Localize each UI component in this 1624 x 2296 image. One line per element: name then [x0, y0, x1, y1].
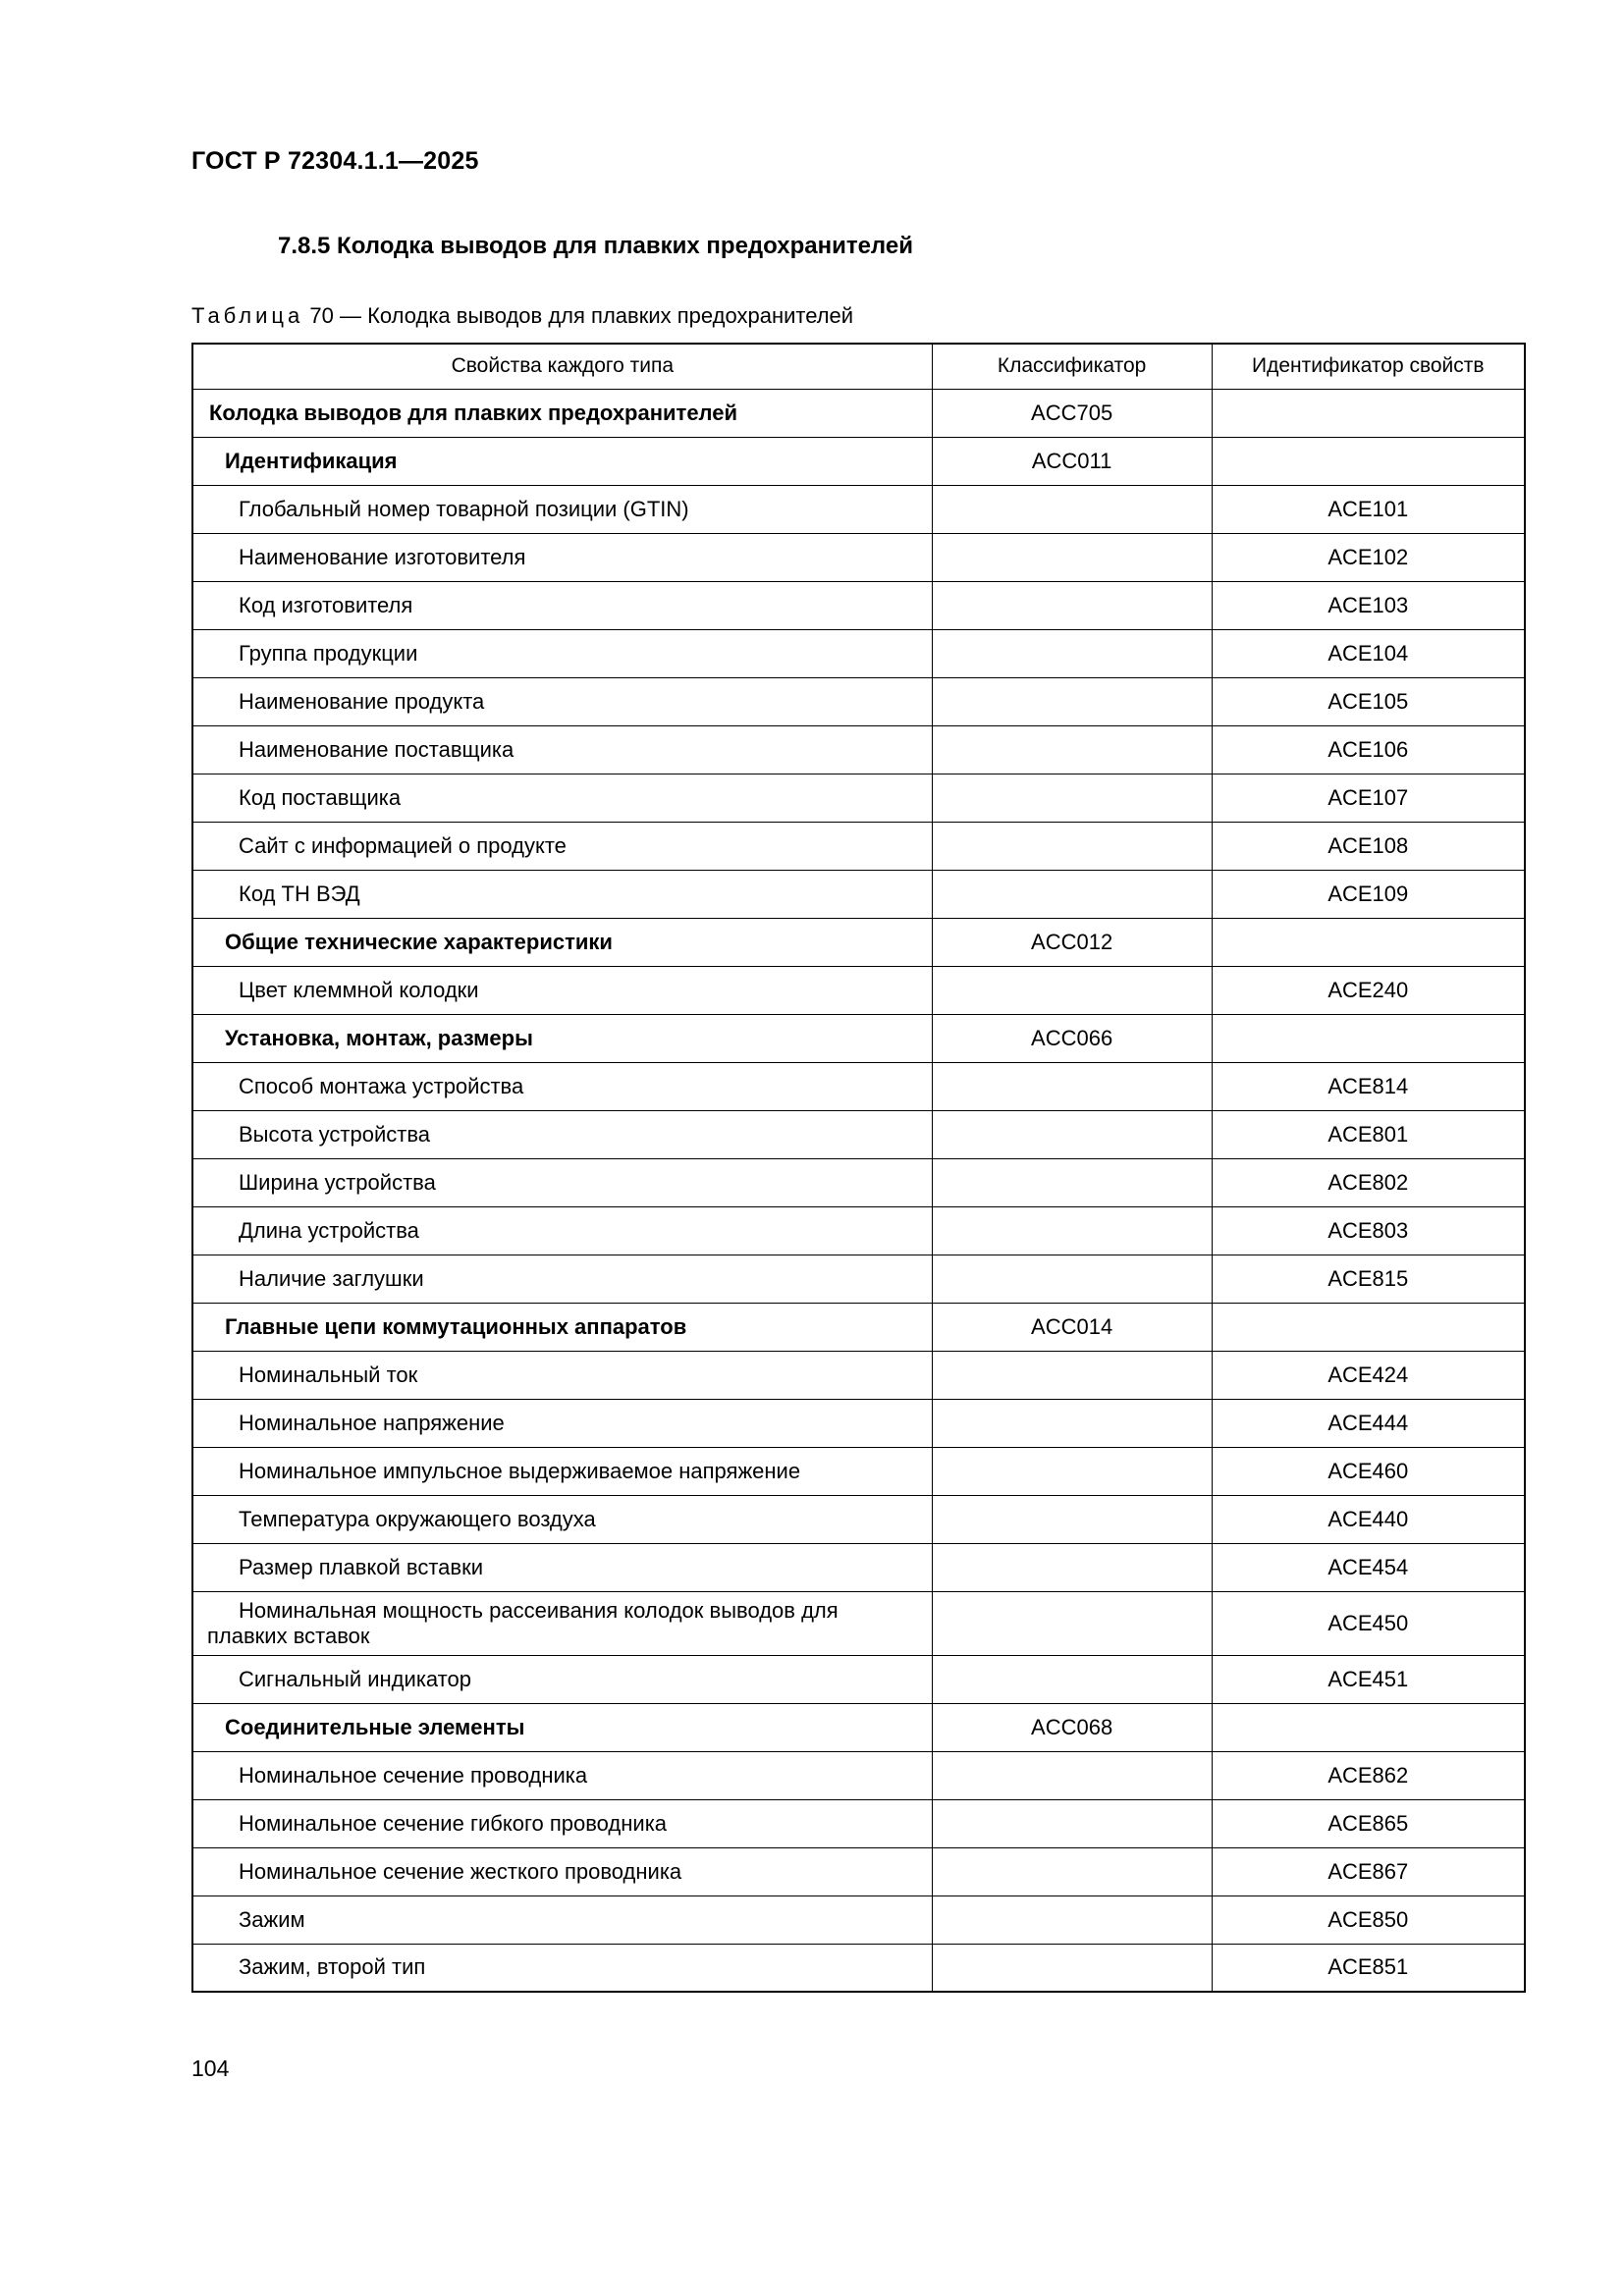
property-cell: Сигнальный индикатор: [192, 1655, 932, 1703]
classifier-cell: [932, 822, 1212, 870]
identifier-cell: ACE451: [1212, 1655, 1525, 1703]
property-cell: Наименование поставщика: [192, 725, 932, 774]
page-number: 104: [191, 2056, 230, 2081]
classifier-cell: [932, 1158, 1212, 1206]
identifier-cell: ACE105: [1212, 677, 1525, 725]
classifier-cell: [932, 1896, 1212, 1944]
property-cell: Длина устройства: [192, 1206, 932, 1255]
table-row: [192, 774, 1525, 822]
classifier-cell: [932, 870, 1212, 918]
classifier-cell: ACC012: [932, 918, 1212, 966]
identifier-cell: ACE801: [1212, 1110, 1525, 1158]
property-cell: Наименование продукта: [192, 677, 932, 725]
document-code: ГОСТ Р 72304.1.1—2025: [191, 147, 479, 175]
table-row: [192, 1351, 1525, 1399]
classifier-cell: ACC014: [932, 1303, 1212, 1351]
table-body: [192, 389, 1525, 1992]
identifier-cell: ACE850: [1212, 1896, 1525, 1944]
table-row: [192, 581, 1525, 629]
table-row: [192, 1206, 1525, 1255]
property-cell: Наименование изготовителя: [192, 533, 932, 581]
identifier-cell: ACE101: [1212, 485, 1525, 533]
table-row: [192, 389, 1525, 437]
identifier-cell: ACE803: [1212, 1206, 1525, 1255]
classifier-cell: [932, 1495, 1212, 1543]
property-cell: Номинальное сечение гибкого проводника: [192, 1799, 932, 1847]
property-cell: Номинальное сечение проводника: [192, 1751, 932, 1799]
table-row: [192, 1591, 1525, 1655]
table-header-row: [192, 344, 1525, 389]
table-row: [192, 1847, 1525, 1896]
property-cell: Сайт с информацией о продукте: [192, 822, 932, 870]
table-row: [192, 918, 1525, 966]
classifier-cell: [932, 629, 1212, 677]
classifier-cell: [932, 1255, 1212, 1303]
section-heading: 7.8.5 Колодка выводов для плавких предохранителей: [278, 233, 913, 259]
property-cell: Колодка выводов для плавких предохранителей: [192, 389, 932, 437]
identifier-cell: [1212, 1303, 1525, 1351]
identifier-cell: ACE440: [1212, 1495, 1525, 1543]
property-cell: Зажим: [192, 1896, 932, 1944]
table-row: [192, 1799, 1525, 1847]
classifier-cell: [932, 1591, 1212, 1655]
classifier-cell: [932, 1110, 1212, 1158]
property-cell: Номинальное импульсное выдерживаемое напряжение: [192, 1447, 932, 1495]
property-cell: Код ТН ВЭД: [192, 870, 932, 918]
classifier-cell: [932, 1751, 1212, 1799]
table-caption-text: 70 — Колодка выводов для плавких предохранителей: [309, 303, 854, 328]
classifier-cell: [932, 485, 1212, 533]
property-cell: Ширина устройства: [192, 1158, 932, 1206]
classifier-cell: [932, 1447, 1212, 1495]
classifier-cell: [932, 1399, 1212, 1447]
table-caption-label: Таблица: [191, 303, 304, 328]
classifier-cell: [932, 1944, 1212, 1992]
table-row: [192, 1751, 1525, 1799]
property-cell: Главные цепи коммутационных аппаратов: [192, 1303, 932, 1351]
table-row: [192, 822, 1525, 870]
classifier-cell: ACC705: [932, 389, 1212, 437]
classifier-cell: [932, 677, 1212, 725]
column-header-identifier: Идентификатор свойств: [1212, 344, 1525, 389]
identifier-cell: ACE108: [1212, 822, 1525, 870]
property-cell: Соединительные элементы: [192, 1703, 932, 1751]
table-row: [192, 1495, 1525, 1543]
classifier-cell: ACC011: [932, 437, 1212, 485]
classifier-cell: [932, 1062, 1212, 1110]
identifier-cell: ACE865: [1212, 1799, 1525, 1847]
table-row: [192, 1303, 1525, 1351]
property-cell: Идентификация: [192, 437, 932, 485]
identifier-cell: ACE867: [1212, 1847, 1525, 1896]
identifier-cell: ACE460: [1212, 1447, 1525, 1495]
table-row: [192, 1655, 1525, 1703]
classifier-cell: ACC068: [932, 1703, 1212, 1751]
identifier-cell: [1212, 1014, 1525, 1062]
table-row: [192, 1399, 1525, 1447]
identifier-cell: ACE424: [1212, 1351, 1525, 1399]
identifier-cell: [1212, 389, 1525, 437]
table-row: [192, 1944, 1525, 1992]
table-row: [192, 870, 1525, 918]
classifier-cell: ACC066: [932, 1014, 1212, 1062]
property-cell: Зажим, второй тип: [192, 1944, 932, 1992]
table-row: [192, 629, 1525, 677]
table-row: [192, 966, 1525, 1014]
property-cell: Номинальное сечение жесткого проводника: [192, 1847, 932, 1896]
identifier-cell: [1212, 437, 1525, 485]
classifier-cell: [932, 725, 1212, 774]
classifier-cell: [932, 581, 1212, 629]
table-row: [192, 533, 1525, 581]
table-row: [192, 725, 1525, 774]
column-header-properties: Свойства каждого типа: [192, 344, 932, 389]
identifier-cell: ACE454: [1212, 1543, 1525, 1591]
identifier-cell: ACE444: [1212, 1399, 1525, 1447]
property-cell: Установка, монтаж, размеры: [192, 1014, 932, 1062]
table-row: [192, 1255, 1525, 1303]
property-cell: Способ монтажа устройства: [192, 1062, 932, 1110]
column-header-classifier: Классификатор: [932, 344, 1212, 389]
property-cell: Код изготовителя: [192, 581, 932, 629]
identifier-cell: [1212, 918, 1525, 966]
table-row: [192, 1110, 1525, 1158]
classifier-cell: [932, 1655, 1212, 1703]
table-row: [192, 677, 1525, 725]
identifier-cell: ACE109: [1212, 870, 1525, 918]
property-cell: Наличие заглушки: [192, 1255, 932, 1303]
identifier-cell: ACE802: [1212, 1158, 1525, 1206]
table-row: [192, 1703, 1525, 1751]
table-row: [192, 485, 1525, 533]
identifier-cell: ACE450: [1212, 1591, 1525, 1655]
property-cell: Группа продукции: [192, 629, 932, 677]
table-row: [192, 1543, 1525, 1591]
identifier-cell: ACE107: [1212, 774, 1525, 822]
identifier-cell: ACE106: [1212, 725, 1525, 774]
identifier-cell: ACE102: [1212, 533, 1525, 581]
property-cell: Цвет клеммной колодки: [192, 966, 932, 1014]
properties-table: [191, 343, 1526, 1993]
table-row: [192, 1447, 1525, 1495]
property-cell: Размер плавкой вставки: [192, 1543, 932, 1591]
property-cell: Номинальное напряжение: [192, 1399, 932, 1447]
identifier-cell: ACE851: [1212, 1944, 1525, 1992]
classifier-cell: [932, 1847, 1212, 1896]
table-row: [192, 1896, 1525, 1944]
identifier-cell: ACE815: [1212, 1255, 1525, 1303]
property-cell: Высота устройства: [192, 1110, 932, 1158]
table-row: [192, 1062, 1525, 1110]
classifier-cell: [932, 1799, 1212, 1847]
property-cell: Номинальный ток: [192, 1351, 932, 1399]
table-caption: [191, 303, 1526, 329]
property-cell: Номинальная мощность рассеивания колодок выводов для плавких вставок: [192, 1591, 932, 1655]
identifier-cell: ACE104: [1212, 629, 1525, 677]
property-cell: Температура окружающего воздуха: [192, 1495, 932, 1543]
table-row: [192, 1158, 1525, 1206]
identifier-cell: ACE814: [1212, 1062, 1525, 1110]
classifier-cell: [932, 1351, 1212, 1399]
identifier-cell: ACE240: [1212, 966, 1525, 1014]
property-cell: Код поставщика: [192, 774, 932, 822]
identifier-cell: ACE862: [1212, 1751, 1525, 1799]
table-row: [192, 437, 1525, 485]
identifier-cell: [1212, 1703, 1525, 1751]
classifier-cell: [932, 1543, 1212, 1591]
property-cell: Общие технические характеристики: [192, 918, 932, 966]
table-row: [192, 1014, 1525, 1062]
identifier-cell: ACE103: [1212, 581, 1525, 629]
property-cell: Глобальный номер товарной позиции (GTIN): [192, 485, 932, 533]
classifier-cell: [932, 1206, 1212, 1255]
classifier-cell: [932, 966, 1212, 1014]
classifier-cell: [932, 774, 1212, 822]
classifier-cell: [932, 533, 1212, 581]
